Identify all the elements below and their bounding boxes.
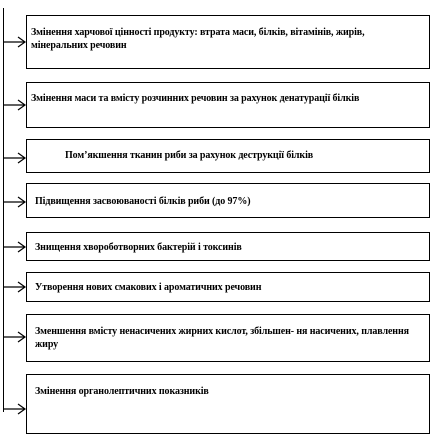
box-text: Змінення харчової цінності продукту: втрата маси, білків, вітамінів, жирів, мінеральних речовин [31,27,365,51]
diagram-box-tissue-softening [26,139,430,173]
box-text: Зменшення вмісту ненасичених жирних кислот, збільшен- ня насичених, плавлення жиру [35,326,409,350]
box-text: Знищення хвороботворних бактерій і токсинів [35,242,242,253]
diagram-box-flavor-aroma [26,272,430,302]
arrow-to-box-3 [0,151,28,165]
vertical-connector-line [3,8,4,412]
diagram-box-organoleptic [26,374,430,434]
box-text: Змінення маси та вмісту розчинних речовин за рахунок денатурації білків [31,93,360,104]
diagram-box-bacteria-toxins [26,232,430,261]
arrow-to-box-4 [0,195,28,209]
diagram-box-mass-soluble [26,82,430,128]
diagram-box-fatty-acids [26,314,430,362]
diagram-box-digestibility [26,183,430,218]
arrow-to-box-1 [0,35,28,49]
box-text: Утворення нових смакових і ароматичних речовин [35,282,262,293]
arrow-to-box-2 [0,98,28,112]
diagram-box-nutritional-value [26,15,430,69]
arrow-to-box-6 [0,280,28,294]
box-text: Підвищення засвоюваності білків риби (до 97%) [35,196,251,207]
box-text: Змінення органолептичних показників [35,386,209,397]
arrow-to-box-5 [0,240,28,254]
box-text: Пом’якшення тканин риби за рахунок деструкції білків [65,150,314,161]
arrow-to-box-7 [0,330,28,344]
arrow-to-box-8 [0,402,28,416]
